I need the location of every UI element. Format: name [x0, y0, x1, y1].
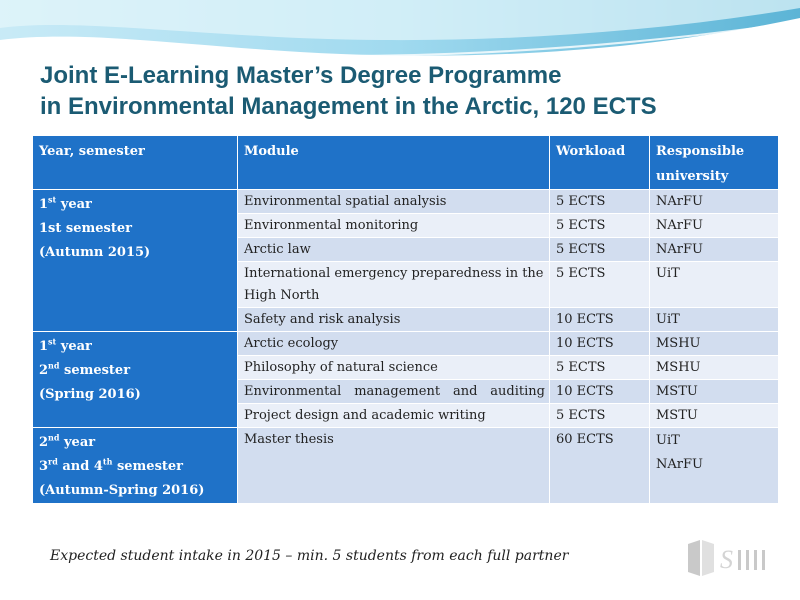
university-cell: UiT: [650, 262, 779, 308]
semester-line: 1st semester: [39, 221, 132, 236]
semester-line: 2nd semester: [39, 360, 131, 378]
year-semester-cell: [33, 332, 238, 428]
year-semester-cell: [33, 190, 238, 332]
university-logo-icon: [680, 538, 770, 578]
university-line: NArFU: [656, 457, 703, 472]
period-line: (Autumn 2015): [39, 245, 151, 260]
university-cell: NArFU: [650, 214, 779, 238]
header-year-semester: Year, semester: [33, 136, 238, 190]
page-title: [40, 60, 780, 122]
header-workload: Workload: [550, 136, 650, 190]
semester-line: 3rd and 4th semester: [39, 456, 184, 474]
year-line: 1st year: [39, 336, 92, 354]
module-cell: Arctic law: [238, 238, 550, 262]
university-cell: NArFU: [650, 190, 779, 214]
workload-cell: 5 ECTS: [550, 214, 650, 238]
period-line: (Autumn-Spring 2016): [39, 483, 205, 498]
year-line: 2nd year: [39, 432, 96, 450]
workload-cell: 5 ECTS: [550, 238, 650, 262]
table-row: [33, 190, 779, 214]
header-module: Module: [238, 136, 550, 190]
workload-cell: 60 ECTS: [550, 428, 650, 504]
module-cell: Philosophy of natural science: [238, 356, 550, 380]
module-cell: Safety and risk analysis: [238, 308, 550, 332]
header-responsible-university: Responsible university: [650, 136, 779, 190]
title-line-1: Joint E-Learning Master’s Degree Programme: [40, 62, 562, 89]
table-row: [33, 428, 779, 504]
module-cell: Environmental management and auditing: [238, 380, 550, 404]
svg-text:S: S: [720, 545, 733, 574]
university-cell: MSTU: [650, 404, 779, 428]
university-cell: MSHU: [650, 356, 779, 380]
university-cell: MSTU: [650, 380, 779, 404]
workload-cell: 10 ECTS: [550, 308, 650, 332]
module-cell: Arctic ecology: [238, 332, 550, 356]
workload-cell: 5 ECTS: [550, 356, 650, 380]
title-line-2: in Environmental Management in the Arctic, 120 ECTS: [40, 93, 657, 120]
module-cell: Project design and academic writing: [238, 404, 550, 428]
university-line: UiT: [656, 433, 680, 448]
year-semester-cell: [33, 428, 238, 504]
table-row: [33, 332, 779, 356]
module-cell: Master thesis: [238, 428, 550, 504]
programme-table: [32, 135, 779, 504]
module-cell: Environmental monitoring: [238, 214, 550, 238]
university-cell: [650, 428, 779, 504]
workload-cell: 5 ECTS: [550, 404, 650, 428]
university-cell: UiT: [650, 308, 779, 332]
workload-cell: 5 ECTS: [550, 262, 650, 308]
period-line: (Spring 2016): [39, 387, 141, 402]
university-cell: MSHU: [650, 332, 779, 356]
intake-footnote: Expected student intake in 2015 – min. 5 students from each full partner: [50, 548, 569, 564]
workload-cell: 10 ECTS: [550, 332, 650, 356]
table-header-row: [33, 136, 779, 190]
university-cell: NArFU: [650, 238, 779, 262]
workload-cell: 10 ECTS: [550, 380, 650, 404]
workload-cell: 5 ECTS: [550, 190, 650, 214]
year-line: 1st year: [39, 194, 92, 212]
module-cell: International emergency preparedness in the High North: [238, 262, 550, 308]
module-cell: Environmental spatial analysis: [238, 190, 550, 214]
